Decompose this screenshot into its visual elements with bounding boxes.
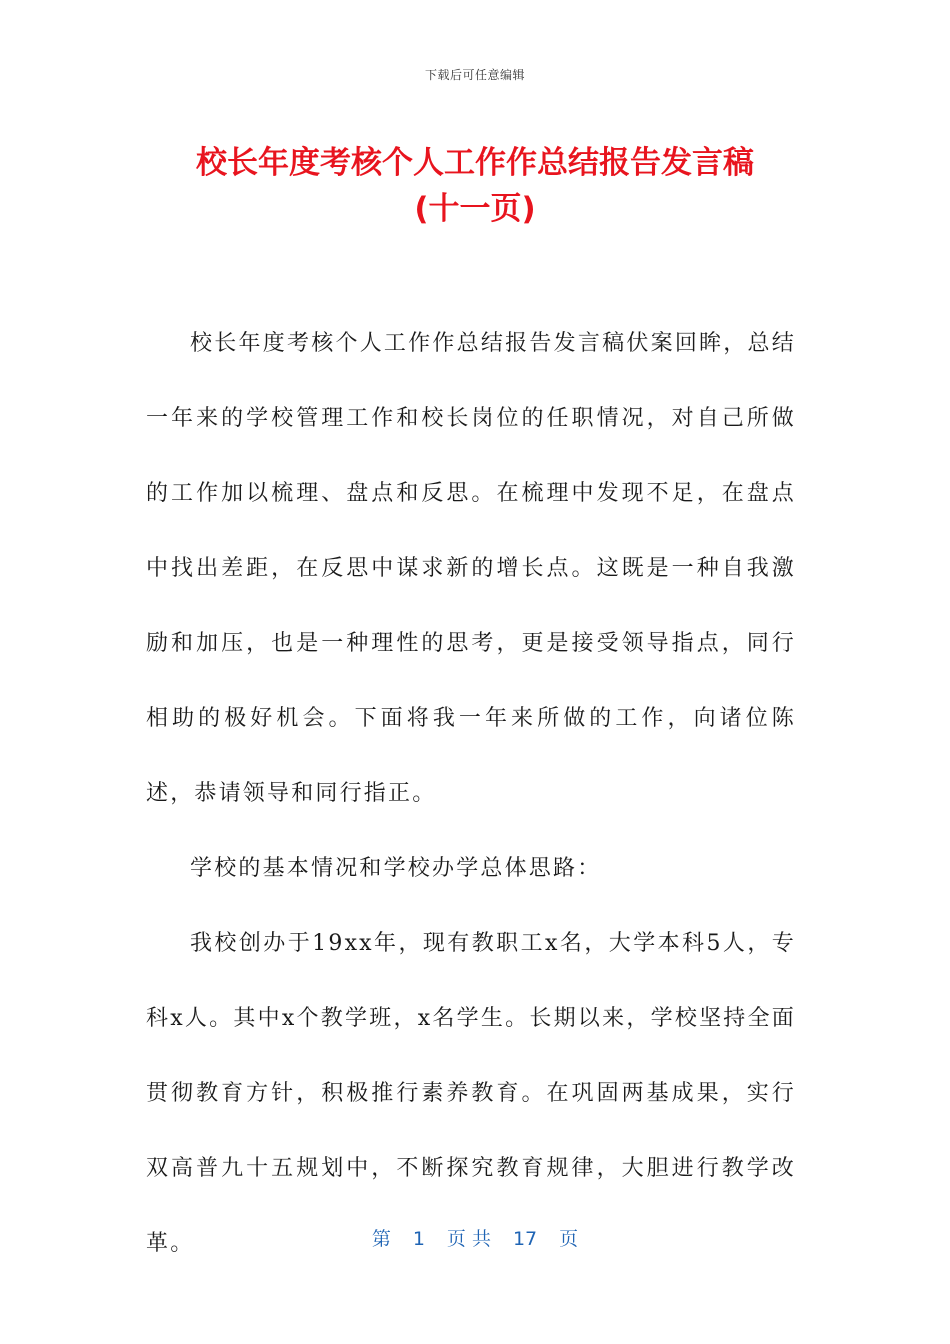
document-title — [100, 140, 850, 232]
page-footer — [0, 1224, 950, 1251]
document-body — [146, 306, 796, 1281]
page-middle: 页 共 — [446, 1228, 491, 1250]
page-prefix: 第 — [371, 1228, 391, 1250]
page-current: 1 — [412, 1228, 425, 1250]
paragraph-section-heading: 学校的基本情况和学校办学总体思路： — [190, 856, 602, 881]
page-suffix: 页 — [559, 1228, 579, 1250]
paragraph-school-overview: 我校创办于19xx年，现有教职工x名，大学本科5人，专科x人。其中x个教学班，x名学生。长期以来，学校坚持全面贯彻教育方针，积极推行素养教育。在巩固两基成果，实行双高普九十五规划中，不断探究教育规律，大胆进行教学改革。 — [146, 931, 796, 1256]
document-title-line-1: 校长年度考核个人工作作总结报告发言稿 — [196, 145, 754, 181]
document-title-line-2: (十一页) — [414, 191, 536, 227]
paragraph-intro: 校长年度考核个人工作作总结报告发言稿伏案回眸，总结一年来的学校管理工作和校长岗位的任职情况，对自己所做的工作加以梳理、盘点和反思。在梳理中发现不足，在盘点中找出差距，在反思中谋求新的增长点。这既是一种自我激励和加压，也是一种理性的思考，更是接受领导指点，同行相助的极好机会。下面将我一年来所做的工作，向诸位陈述，恭请领导和同行指正。 — [146, 331, 796, 806]
page-total: 17 — [512, 1228, 538, 1250]
header-note: 下载后可任意编辑 — [424, 68, 525, 82]
